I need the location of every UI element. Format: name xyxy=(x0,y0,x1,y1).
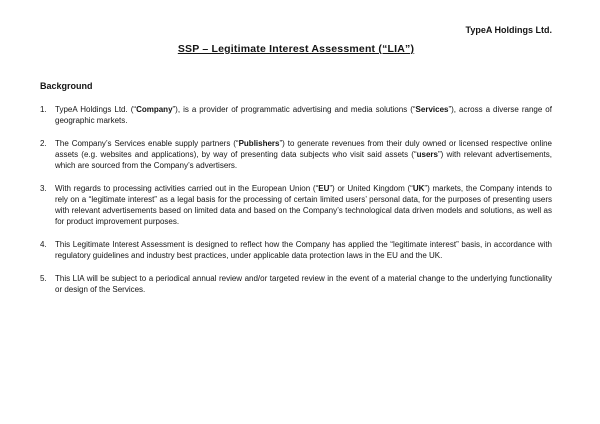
list-item-number: 5. xyxy=(40,274,47,283)
list-item-number: 2. xyxy=(40,139,47,148)
document-title: SSP – Legitimate Interest Assessment (“LIA”) xyxy=(177,43,415,55)
list-item-number: 4. xyxy=(40,240,47,249)
list-item-text: With regards to processing activities carried out in the European Union (“EU”) or United Kingdom (“UK”) markets, the Company intends to rely on a “legitimate interest” as a legal basis for the processing of certain limited users’ personal data, for the purposes of presenting users with relevant advertisements based on limited data and based on the Company’s technological data driven models and solutions, as well as for product improvement purposes. xyxy=(55,184,552,226)
list-item xyxy=(40,138,552,171)
list-item xyxy=(40,239,552,261)
list-item-number: 1. xyxy=(40,105,47,114)
list-item xyxy=(40,183,552,227)
list-item-number: 3. xyxy=(40,184,47,193)
list-item-text: TypeA Holdings Ltd. (“Company”), is a provider of programmatic advertising and media solutions (“Services”), across a diverse range of geographic markets. xyxy=(55,105,552,125)
list-item-text: The Company’s Services enable supply partners (“Publishers”) to generate revenues from their duly owned or licensed respective online assets (e.g. websites and applications), by way of presenting data subjects who visit said assets (“users”) with relevant advertisements, which are sourced from the Company’s advertisers. xyxy=(55,139,553,170)
list-item-text: This Legitimate Interest Assessment is designed to reflect how the Company has applied the “legitimate interest” basis, in accordance with regulatory guidelines and industry best practices, under applicable data protection laws in the EU and the UK. xyxy=(55,240,552,260)
company-name: TypeA Holdings Ltd. xyxy=(465,25,552,35)
list-item xyxy=(40,273,552,295)
list-item-text: This LIA will be subject to a periodical annual review and/or targeted review in the event of a material change to the underlying functionality or design of the Services. xyxy=(55,274,552,294)
background-list xyxy=(40,104,552,295)
section-heading-background: Background xyxy=(40,81,93,91)
list-item xyxy=(40,104,552,126)
